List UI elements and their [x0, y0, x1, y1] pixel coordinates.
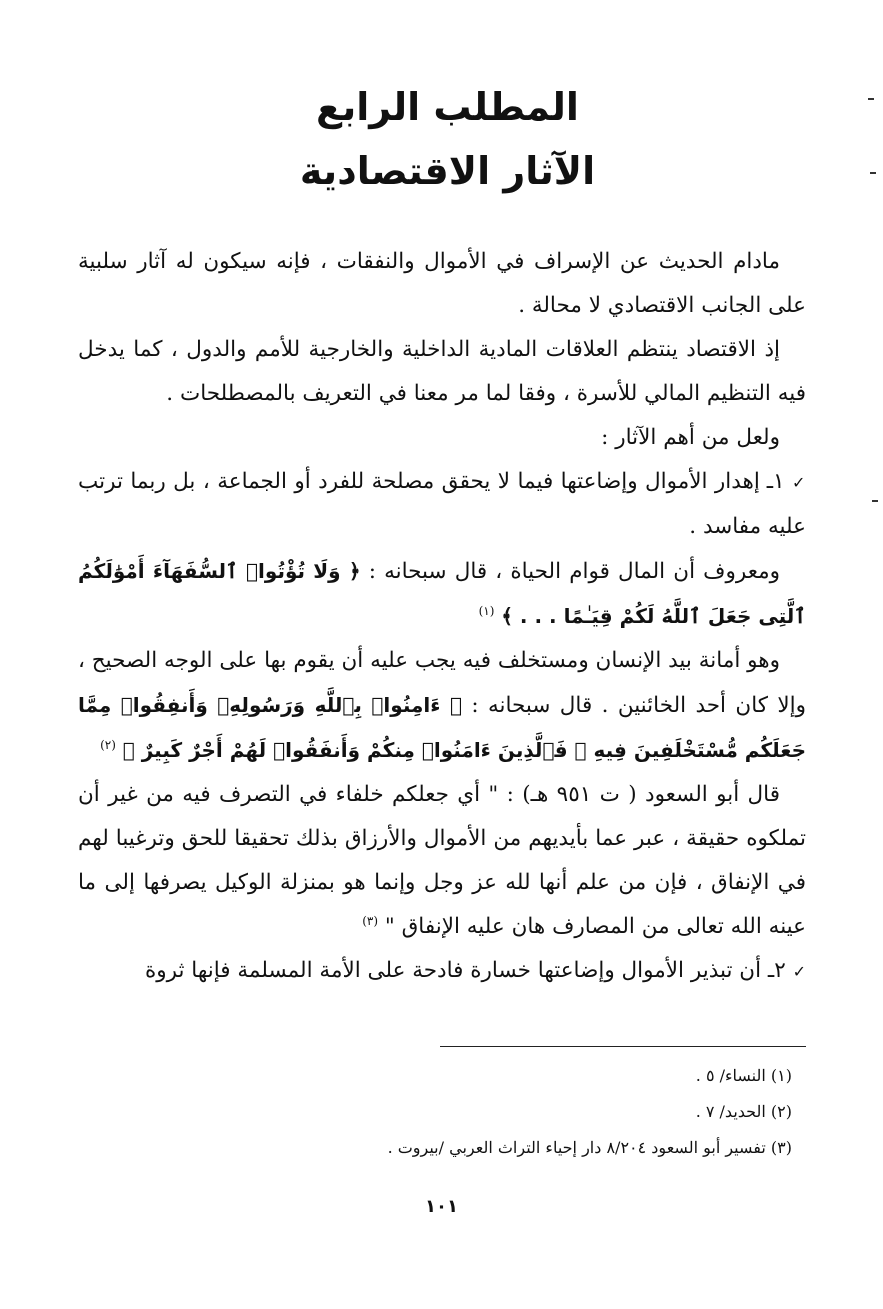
- quran-verse-nisa: ﴿ وَلَا تُؤْتُوا۟ ٱلسُّفَهَآءَ أَمْوَٰلَكُمُ ٱلَّتِى جَعَلَ ٱللَّهُ لَكُمْ قِيَـٰمًا . . . ﴾: [78, 559, 806, 628]
- footnote-ref-3: (٣): [362, 913, 379, 928]
- footnote-ref-1: (١): [478, 603, 495, 618]
- paragraph-trust: [78, 639, 806, 773]
- footnote-1: (١) النساء/ ٥ .: [695, 1066, 792, 1085]
- paragraph-point-one: [78, 460, 806, 549]
- footnote-divider: [440, 1046, 806, 1047]
- wealth-lead: ومعروف أن المال قوام الحياة ، قال سبحانه :: [368, 559, 780, 584]
- paragraph-wealth: [78, 549, 806, 639]
- footnote-3: (٣) تفسير أبو السعود ٨/٢٠٤ دار إحياء التراث العربي /بيروت .: [387, 1138, 792, 1157]
- paragraph-point-two: [78, 949, 806, 994]
- section-subtitle: الآثار الاقتصادية: [299, 149, 596, 193]
- footnotes: [78, 1058, 792, 1166]
- paragraph-economy: إذ الاقتصاد ينتظم العلاقات المادية الداخلية والخارجية للأمم والدول ، كما يدخل فيه التنظيم المالي للأسرة ، وفقا لما مر معنا في التعريف بالمصطلحات .: [78, 337, 806, 406]
- scan-speck: [868, 98, 874, 100]
- paragraph-effects-lead: ولعل من أهم الآثار :: [601, 425, 780, 450]
- paragraph-intro: مادام الحديث عن الإسراف في الأموال والنفقات ، فإنه سيكون له آثار سلبية على الجانب الاقتصادي لا محالة .: [78, 249, 806, 318]
- footnote-2: (٢) الحديد/ ٧ .: [695, 1102, 792, 1121]
- point-two-text: ٢ـ أن تبذير الأموال وإضاعتها خسارة فادحة على الأمة المسلمة فإنها ثروة: [144, 958, 786, 983]
- abu-saud-quote: قال أبو السعود ( ت ٩٥١ هـ) : " أي جعلكم خلفاء في التصرف فيه من غير أن تملكوه حقيقة ، عبر عما بأيديهم من الأموال والأرزاق بذلك تحقيقا للحق وترغيبا لهم في الإنفاق ، فإن من علم أنها لله عز وجل وإنما هو بمنزلة الوكيل يصرفها إلى ما عينه الله تعالى من المصارف هان عليه الإنفاق ": [78, 782, 806, 939]
- check-mark-icon: ✓: [792, 473, 807, 492]
- body-text: [78, 240, 806, 994]
- scan-speck: [872, 500, 878, 502]
- paragraph-abu-saud: [78, 773, 806, 949]
- section-title: المطلب الرابع: [316, 85, 579, 129]
- trust-lead: وهو أمانة بيد الإنسان ومستخلف فيه يجب عليه أن يقوم بها على الوجه الصحيح ، وإلا كان أحد الخائنين . قال سبحانه :: [78, 648, 806, 718]
- point-one-text: ١ـ إهدار الأموال وإضاعتها فيما لا يحقق مصلحة للفرد أو الجماعة ، بل ربما ترتب عليه مفاسد .: [78, 469, 806, 539]
- check-mark-icon: ✓: [792, 962, 806, 981]
- footnote-ref-2: (٢): [100, 737, 116, 752]
- page-number: ١٠١: [425, 1196, 458, 1217]
- scan-speck: [870, 172, 876, 174]
- quran-verse-hadid: ﴿ ءَامِنُوا۟ بِٱللَّهِ وَرَسُولِهِۦ وَأَنفِقُوا۟ مِمَّا جَعَلَكُم مُّسْتَخْلَفِينَ فِيهِ ۖ فَٱلَّذِينَ ءَامَنُوا۟ مِنكُمْ وَأَنفَقُوا۟ لَهُمْ أَجْرٌ كَبِيرٌ ﴾: [78, 693, 806, 762]
